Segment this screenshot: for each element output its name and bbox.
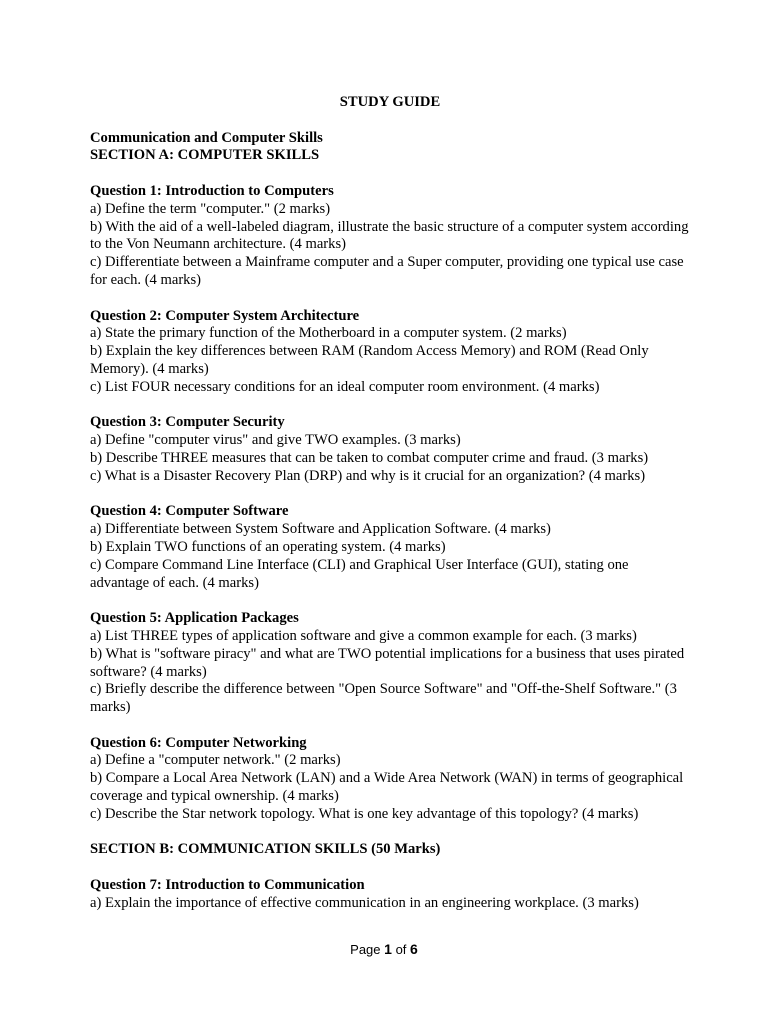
section-b-heading: SECTION B: COMMUNICATION SKILLS (50 Marks) — [90, 841, 441, 858]
question-item: c) Describe the Star network topology. What is one key advantage of this topology? (4 marks) — [90, 805, 639, 822]
section-b-questions — [90, 877, 690, 913]
question-title: Question 3: Computer Security — [90, 414, 285, 431]
question-item: b) What is "software piracy" and what are TWO potential implications for a business that uses pirated software? (4 marks) — [90, 645, 685, 680]
question-item: c) Compare Command Line Interface (CLI) and Graphical User Interface (GUI), stating one advantage of each. (4 marks) — [90, 556, 629, 591]
question-block — [90, 308, 690, 415]
section-a-heading: SECTION A: COMPUTER SKILLS — [90, 147, 320, 164]
question-item: a) List THREE types of application software and give a common example for each. (3 marks) — [90, 627, 637, 644]
question-block — [90, 503, 690, 610]
document-title: STUDY GUIDE — [339, 94, 441, 110]
question-item: a) Define a "computer network." (2 marks) — [90, 752, 341, 769]
question-item: a) Explain the importance of effective communication in an engineering workplace. (3 marks) — [90, 894, 639, 911]
page-footer — [0, 941, 768, 959]
question-block — [90, 183, 690, 308]
question-item: c) What is a Disaster Recovery Plan (DRP) and why is it crucial for an organization? (4 marks) — [90, 467, 646, 484]
spacer — [90, 486, 690, 504]
question-title: Question 7: Introduction to Communication — [90, 877, 365, 894]
question-item: b) Explain TWO functions of an operating system. (4 marks) — [90, 538, 446, 555]
spacer — [90, 165, 690, 183]
question-item: a) Define "computer virus" and give TWO examples. (3 marks) — [90, 432, 461, 449]
question-item: b) Compare a Local Area Network (LAN) and a Wide Area Network (WAN) in terms of geographical coverage and typical ownership. (4 marks) — [90, 770, 684, 805]
spacer — [90, 824, 690, 842]
question-title: Question 1: Introduction to Computers — [90, 182, 334, 199]
question-title: Question 2: Computer System Architecture — [90, 307, 360, 324]
question-block — [90, 735, 690, 842]
page-current: 1 — [384, 941, 392, 957]
spacer — [90, 717, 690, 735]
question-item: b) With the aid of a well-labeled diagram, illustrate the basic structure of a computer system according to the Von Neumann architecture. (4 marks) — [90, 218, 689, 253]
page-total: 6 — [410, 941, 418, 957]
question-item: c) Briefly describe the difference between "Open Source Software" and "Off-the-Shelf Software." (3 marks) — [90, 681, 677, 716]
spacer — [90, 859, 690, 877]
question-block — [90, 414, 690, 503]
course-title: Communication and Computer Skills — [90, 129, 323, 146]
of-label: of — [395, 942, 407, 957]
document-page — [90, 94, 690, 913]
spacer — [90, 397, 690, 415]
page-label: Page — [350, 942, 381, 957]
question-item: a) Define the term "computer." (2 marks) — [90, 200, 331, 217]
question-item: c) List FOUR necessary conditions for an ideal computer room environment. (4 marks) — [90, 378, 600, 395]
question-item: b) Explain the key differences between RAM (Random Access Memory) and ROM (Read Only Memory). (4 marks) — [90, 343, 649, 377]
question-item: a) State the primary function of the Motherboard in a computer system. (2 marks) — [90, 325, 567, 342]
question-title: Question 6: Computer Networking — [90, 734, 307, 751]
section-a-questions — [90, 183, 690, 841]
question-title: Question 4: Computer Software — [90, 503, 289, 520]
question-item: a) Differentiate between System Software and Application Software. (4 marks) — [90, 521, 551, 538]
question-block — [90, 877, 690, 913]
spacer — [90, 290, 690, 308]
question-block — [90, 610, 690, 735]
question-item: b) Describe THREE measures that can be taken to combat computer crime and fraud. (3 marks) — [90, 449, 649, 466]
question-title: Question 5: Application Packages — [90, 610, 299, 627]
question-item: c) Differentiate between a Mainframe computer and a Super computer, providing one typical use case for each. (4 marks) — [90, 254, 684, 288]
spacer — [90, 592, 690, 610]
